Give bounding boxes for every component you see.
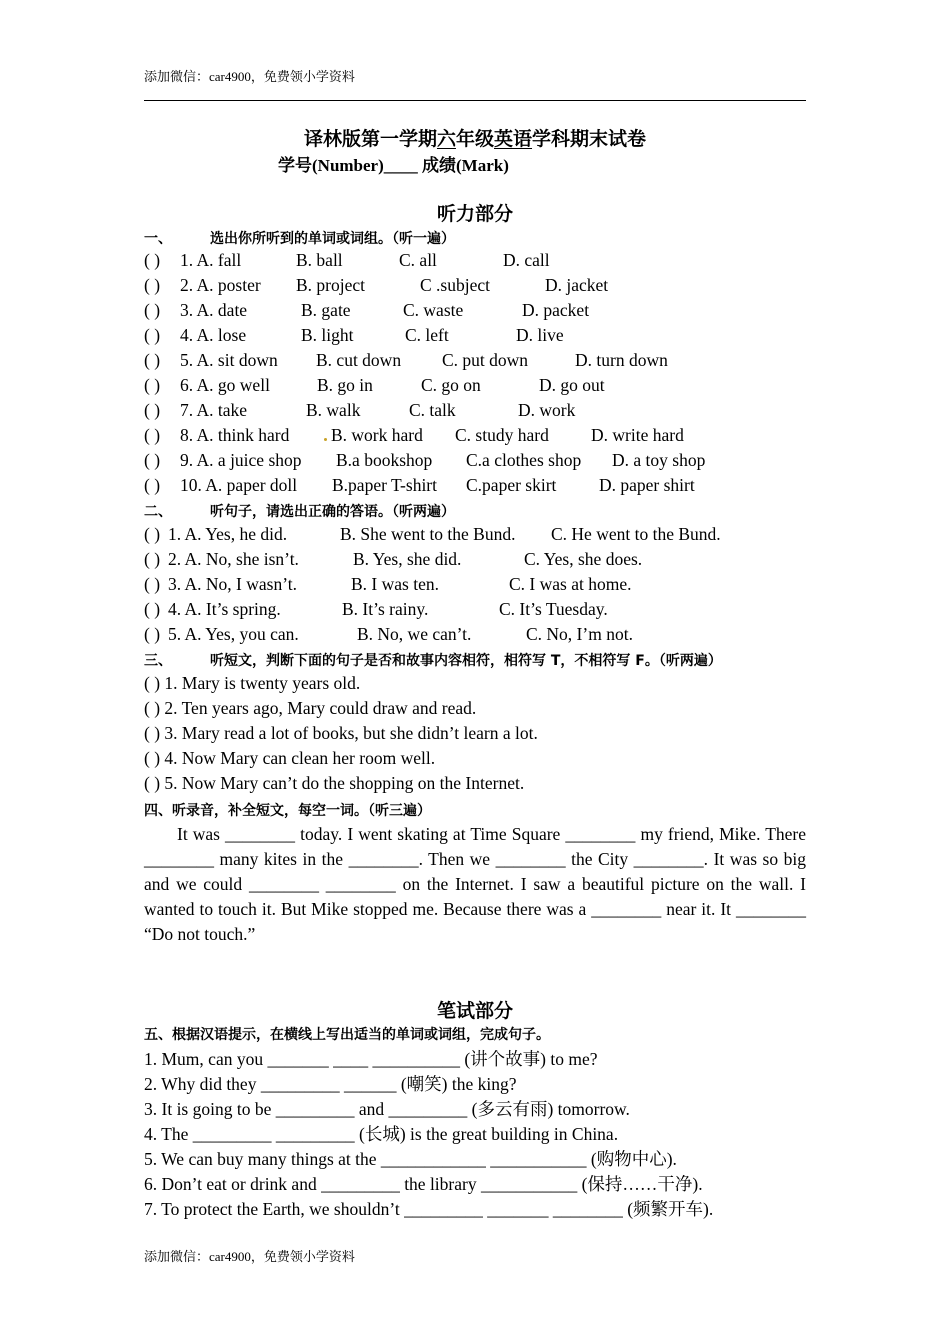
section2-instruction: 二、 听句子，请选出正确的答语。（听两遍） (144, 504, 455, 520)
option-b: B. I was ten. (351, 574, 439, 594)
option-c: C. go on (421, 375, 481, 395)
option-c: C .subject (420, 275, 490, 295)
option-a: 6. A. go well (180, 375, 270, 395)
option-d: D. work (518, 400, 576, 420)
footer-note: 添加微信：car4900，免费领小学资料 (144, 1249, 355, 1264)
option-b: B. No, we can’t. (357, 624, 472, 644)
option-b: B. cut down (316, 350, 402, 370)
option-d: D. packet (522, 300, 590, 320)
listening-section-title: 听力部分 (436, 203, 513, 225)
option-a: 2. A. poster (180, 275, 261, 295)
option-c: C. No, I’m not. (526, 624, 633, 644)
fill-in-sentence: 4. The _________ _________ (长城) is the great building in China. (144, 1124, 619, 1144)
answer-paren: ( ) (144, 450, 161, 470)
option-d: D. go out (539, 375, 605, 395)
option-a: 10. A. paper doll (180, 475, 298, 495)
subtitle-number-mark: 学号(Number)____ 成绩(Mark) (278, 156, 509, 175)
answer-paren: ( ) (144, 350, 161, 370)
option-c: C. It’s Tuesday. (499, 599, 608, 619)
option-a: 5. A. Yes, you can. (168, 624, 299, 644)
option-a: 9. A. a juice shop (180, 450, 302, 470)
option-a: 2. A. No, she isn’t. (168, 549, 299, 569)
option-a: 3. A. No, I wasn’t. (168, 574, 297, 594)
section4-instruction: 四、听录音，补全短文，每空一词。（听三遍） (144, 803, 431, 819)
option-b: B. walk (306, 400, 361, 420)
answer-paren: ( ) (144, 250, 161, 270)
answer-paren: ( ) (144, 475, 161, 495)
option-d: D. live (516, 325, 564, 345)
answer-paren: ( ) (144, 325, 161, 345)
option-c: C. all (399, 250, 437, 270)
option-a: 5. A. sit down (180, 350, 278, 370)
answer-paren: ( ) (144, 375, 161, 395)
option-b: B. It’s rainy. (342, 599, 429, 619)
statement-text: ( ) 2. Ten years ago, Mary could draw and read. (144, 698, 477, 718)
statement-text: ( ) 4. Now Mary can clean her room well. (144, 748, 436, 768)
statement-text: ( ) 5. Now Mary can’t do the shopping on the Internet. (144, 773, 525, 793)
option-c: C. I was at home. (509, 574, 632, 594)
header-divider (144, 100, 806, 101)
section1-instruction: 一、 选出你所听到的单词或词组。（听一遍） (144, 231, 455, 247)
option-b: B. She went to the Bund. (340, 524, 516, 544)
answer-paren: ( ) (144, 599, 161, 619)
answer-paren: ( ) (144, 300, 161, 320)
option-c: C. waste (403, 300, 464, 320)
fill-in-sentence: 2. Why did they _________ ______ (嘲笑) the king? (144, 1074, 517, 1094)
stray-dot (324, 438, 327, 441)
option-b: B.a bookshop (336, 450, 433, 470)
header-note: 添加微信：car4900，免费领小学资料 (144, 69, 355, 84)
statement-text: ( ) 1. Mary is twenty years old. (144, 673, 361, 693)
option-d: D. write hard (591, 425, 684, 445)
writing-section-title: 笔试部分 (436, 1000, 513, 1022)
answer-paren: ( ) (144, 624, 161, 644)
answer-paren: ( ) (144, 425, 161, 445)
fill-in-sentence: 3. It is going to be _________ and _________ (多云有雨) tomorrow. (144, 1099, 630, 1119)
fill-in-sentence: 5. We can buy many things at the ____________ ___________ (购物中心). (144, 1149, 677, 1169)
option-a: 1. A. fall (180, 250, 242, 270)
answer-paren: ( ) (144, 524, 161, 544)
option-b: B. ball (296, 250, 343, 270)
option-c: C. Yes, she does. (524, 549, 643, 569)
option-d: D. a toy shop (612, 450, 706, 470)
section5-instruction: 五、根据汉语提示，在横线上写出适当的单词或词组，完成句子。 (144, 1027, 550, 1043)
option-d: D. jacket (545, 275, 609, 295)
fill-in-sentence: 6. Don’t eat or drink and _________ the library ___________ (保持……干净). (144, 1174, 703, 1194)
option-c: C. talk (409, 400, 456, 420)
option-c: C.a clothes shop (466, 450, 582, 470)
answer-paren: ( ) (144, 275, 161, 295)
option-d: D. turn down (575, 350, 668, 370)
option-b: B. gate (301, 300, 351, 320)
option-b: B. Yes, she did. (353, 549, 462, 569)
fill-in-sentence: 1. Mum, can you _______ ____ __________ (讲个故事) to me? (144, 1049, 598, 1069)
fill-in-sentence: 7. To protect the Earth, we shouldn’t _________ _______ ________ (频繁开车). (144, 1199, 714, 1219)
option-b: B. project (296, 275, 366, 295)
section4-paragraph: It was ________ today. I went skating at Time Square ________ my friend, Mike. There ________ many kites in the ________. Then we ________ the City ________. It was so big and we could ________ ________ on the Internet. I saw a beautiful picture on the wall. I wanted to touch it. But Mike stopped me. Because there was a ________ near it. It ________ “Do not touch.” (144, 824, 806, 944)
option-a: 3. A. date (180, 300, 248, 320)
page-title: 译林版第一学期六年级英语学科期末试卷 (303, 128, 647, 150)
answer-paren: ( ) (144, 549, 161, 569)
option-a: 7. A. take (180, 400, 248, 420)
option-b: B. light (301, 325, 354, 345)
option-b: B. go in (317, 375, 373, 395)
option-d: D. call (503, 250, 550, 270)
option-c: C. left (405, 325, 449, 345)
option-a: 8. A. think hard (180, 425, 290, 445)
answer-paren: ( ) (144, 574, 161, 594)
option-d: D. paper shirt (599, 475, 695, 495)
option-c: C. He went to the Bund. (551, 524, 721, 544)
statement-text: ( ) 3. Mary read a lot of books, but she didn’t learn a lot. (144, 723, 538, 743)
option-c: C. put down (442, 350, 529, 370)
option-b: B.paper T-shirt (332, 475, 437, 495)
option-c: C.paper skirt (466, 475, 557, 495)
option-c: C. study hard (455, 425, 549, 445)
option-b: B. work hard (331, 425, 423, 445)
option-a: 4. A. lose (180, 325, 247, 345)
answer-paren: ( ) (144, 400, 161, 420)
option-a: 1. A. Yes, he did. (168, 524, 288, 544)
section3-instruction: 三、 听短文，判断下面的句子是否和故事内容相符，相符写 T，不相符写 F。（听两遍） (144, 653, 722, 669)
option-a: 4. A. It’s spring. (168, 599, 281, 619)
